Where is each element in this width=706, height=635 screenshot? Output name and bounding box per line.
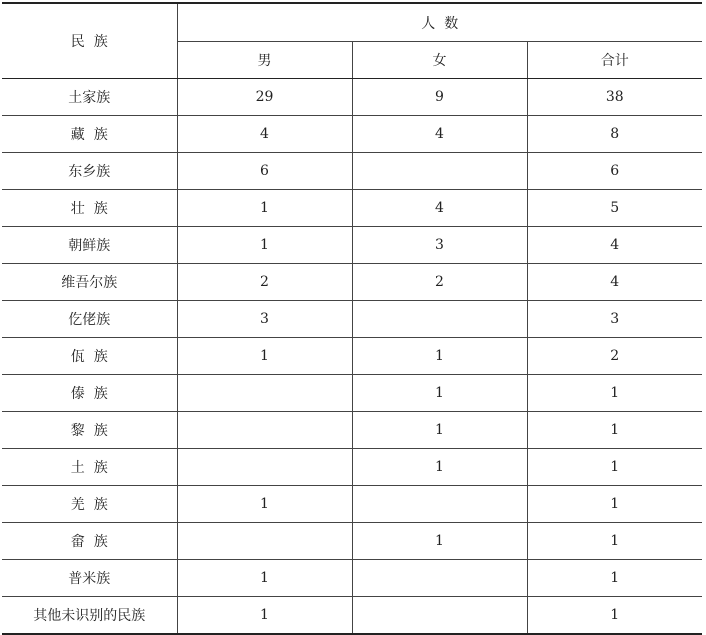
- row-female: [352, 301, 527, 338]
- table-row: [2, 560, 702, 597]
- ethnicity-table: [2, 2, 702, 635]
- row-male: 6: [177, 153, 352, 190]
- row-ethnicity: 朝鲜族: [2, 227, 177, 264]
- row-male: 1: [177, 338, 352, 375]
- row-female: 1: [352, 449, 527, 486]
- row-ethnicity: 黎 族: [2, 412, 177, 449]
- row-total: 1: [527, 449, 702, 486]
- row-female: 4: [352, 116, 527, 153]
- row-total: 8: [527, 116, 702, 153]
- row-male: [177, 412, 352, 449]
- row-ethnicity: 其他未识别的民族: [2, 597, 177, 635]
- row-female: 1: [352, 412, 527, 449]
- table-row: [2, 523, 702, 560]
- table-row: [2, 375, 702, 412]
- row-ethnicity: 畲 族: [2, 523, 177, 560]
- table-row: [2, 116, 702, 153]
- row-ethnicity: 壮 族: [2, 190, 177, 227]
- row-male: 1: [177, 486, 352, 523]
- table-row: [2, 153, 702, 190]
- row-female: 4: [352, 190, 527, 227]
- row-female: [352, 153, 527, 190]
- row-male: 1: [177, 227, 352, 264]
- row-total: 6: [527, 153, 702, 190]
- row-ethnicity: 傣 族: [2, 375, 177, 412]
- row-male: 1: [177, 560, 352, 597]
- row-female: 3: [352, 227, 527, 264]
- table-row: [2, 338, 702, 375]
- row-female: 1: [352, 523, 527, 560]
- row-total: 1: [527, 412, 702, 449]
- row-female: 1: [352, 375, 527, 412]
- table-row: [2, 449, 702, 486]
- row-female: [352, 486, 527, 523]
- row-male: [177, 523, 352, 560]
- table-row: [2, 486, 702, 523]
- row-ethnicity: 佤 族: [2, 338, 177, 375]
- row-female: [352, 597, 527, 635]
- table-row: [2, 301, 702, 338]
- row-total: 1: [527, 486, 702, 523]
- row-female: 2: [352, 264, 527, 301]
- row-ethnicity: 土家族: [2, 79, 177, 116]
- row-male: [177, 449, 352, 486]
- header-male: 男: [177, 42, 352, 79]
- row-total: 1: [527, 560, 702, 597]
- row-male: 2: [177, 264, 352, 301]
- row-ethnicity: 东乡族: [2, 153, 177, 190]
- row-ethnicity: 土 族: [2, 449, 177, 486]
- header-total: 合计: [527, 42, 702, 79]
- row-female: 1: [352, 338, 527, 375]
- row-male: 29: [177, 79, 352, 116]
- row-total: 1: [527, 597, 702, 635]
- row-ethnicity: 藏 族: [2, 116, 177, 153]
- header-female: 女: [352, 42, 527, 79]
- row-male: 1: [177, 190, 352, 227]
- row-ethnicity: 仡佬族: [2, 301, 177, 338]
- row-female: 9: [352, 79, 527, 116]
- row-total: 38: [527, 79, 702, 116]
- table-row: [2, 412, 702, 449]
- row-total: 1: [527, 375, 702, 412]
- row-male: [177, 375, 352, 412]
- header-ethnicity: 民 族: [2, 3, 177, 79]
- row-ethnicity: 普米族: [2, 560, 177, 597]
- header-count: 人 数: [177, 3, 702, 42]
- row-male: 1: [260, 607, 269, 623]
- row-ethnicity: 维吾尔族: [2, 264, 177, 301]
- row-ethnicity: 羌 族: [2, 486, 177, 523]
- table-row: [2, 597, 702, 635]
- table-row: [2, 190, 702, 227]
- row-male: 4: [177, 116, 352, 153]
- row-total: 2: [527, 338, 702, 375]
- table-row: [2, 264, 702, 301]
- row-total: 4: [527, 227, 702, 264]
- row-male: 3: [177, 301, 352, 338]
- row-female: [352, 560, 527, 597]
- row-total: 5: [527, 190, 702, 227]
- row-total: 4: [527, 264, 702, 301]
- row-total: 1: [527, 523, 702, 560]
- table-row: [2, 227, 702, 264]
- row-total: 3: [527, 301, 702, 338]
- table-row: [2, 79, 702, 116]
